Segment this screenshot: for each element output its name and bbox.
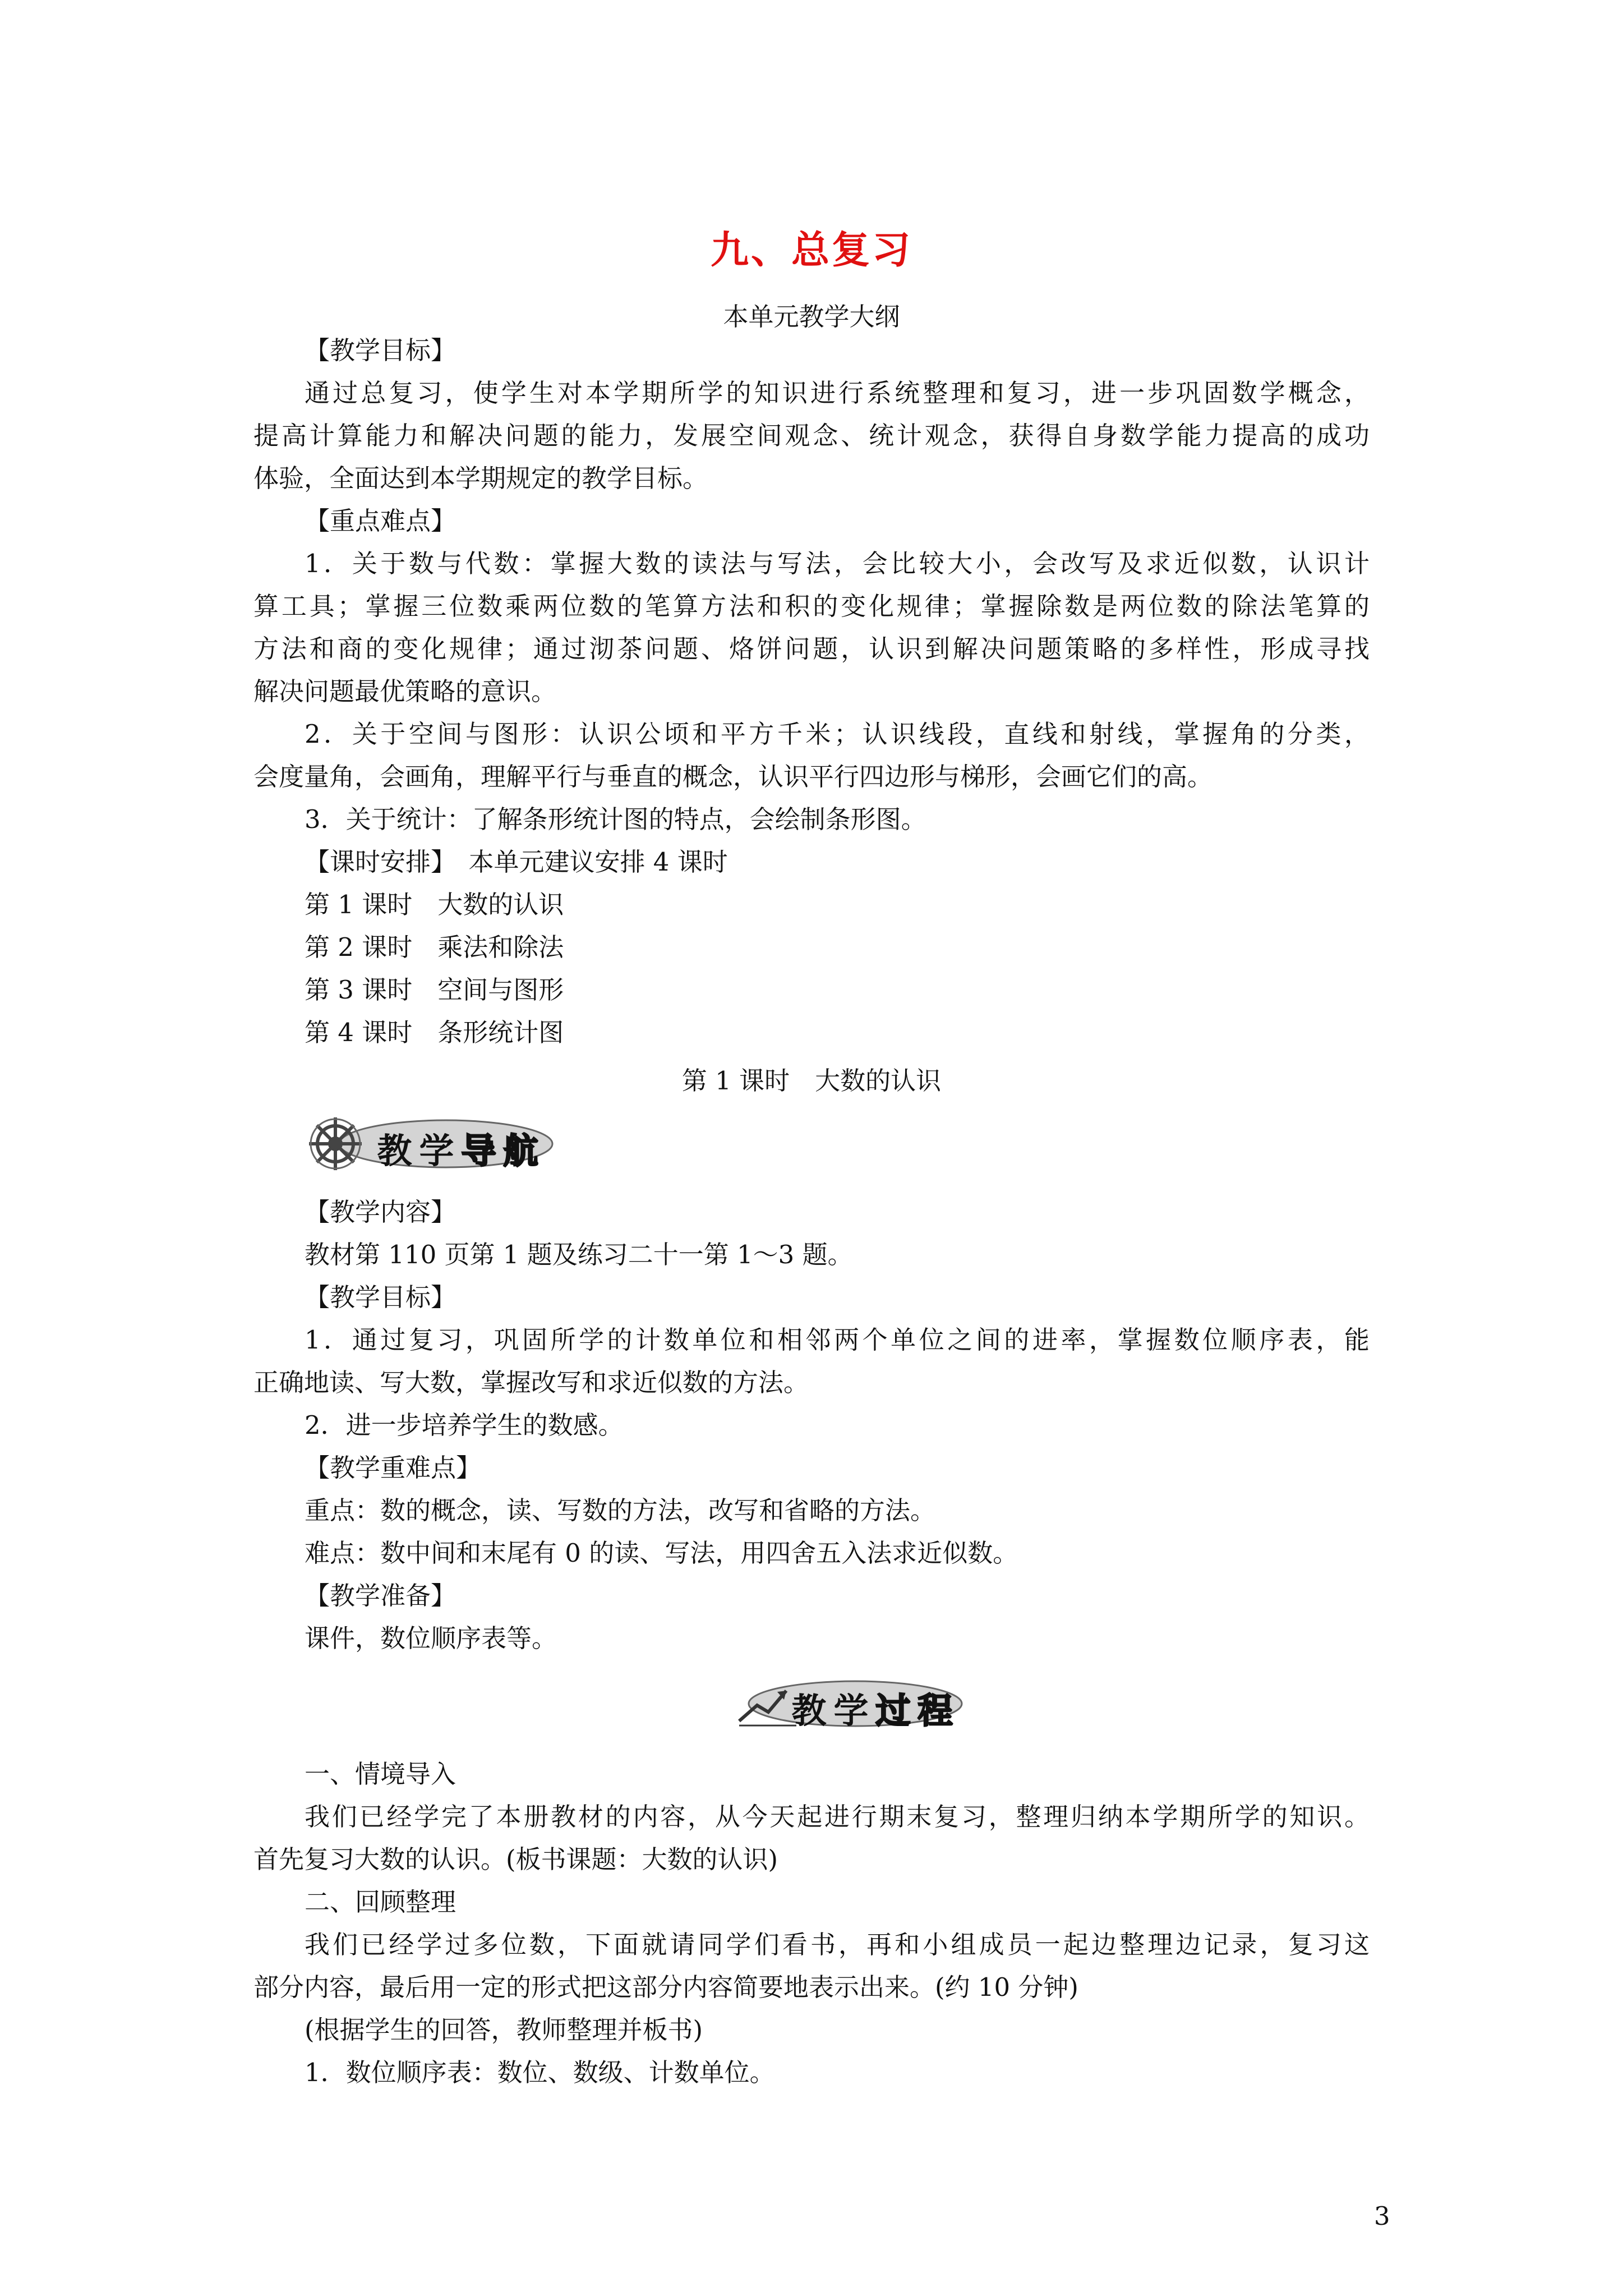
schedule-item: 第 4 课时 条形统计图	[305, 1018, 564, 1047]
banner-char: 航	[503, 1130, 538, 1171]
section-heading: 一、情境导入	[305, 1759, 457, 1789]
paragraph-line: 解决问题最优策略的意识。	[253, 677, 557, 706]
paragraph-line: 部分内容，最后用一定的形式把这部分内容简要地表示出来。(约 10 分钟)	[253, 1972, 1078, 2002]
section-heading: 【教学目标】	[305, 335, 457, 365]
paragraph-line: 正确地读、写大数，掌握改写和求近似数的方法。	[253, 1368, 809, 1397]
paragraph-line: 教材第 110 页第 1 题及练习二十一第 1～3 题。	[305, 1240, 853, 1269]
paragraph-line: 1．数位顺序表：数位、数级、计数单位。	[305, 2058, 775, 2087]
paragraph-line: 体验，全面达到本学期规定的教学目标。	[253, 463, 708, 493]
paragraph-line: 首先复习大数的认识。(板书课题：大数的认识)	[253, 1844, 778, 1874]
section-heading: 【教学准备】	[305, 1581, 457, 1611]
paragraph-line: 重点：数的概念，读、写数的方法，改写和省略的方法。	[305, 1496, 936, 1525]
banner-char: 教	[377, 1130, 412, 1171]
paragraph-line: 3．关于统计：了解条形统计图的特点，会绘制条形图。	[305, 804, 926, 834]
teaching-navigation-banner	[303, 1112, 555, 1174]
paragraph-line: 提高计算能力和解决问题的能力，发展空间观念、统计观念，获得自身数学能力提高的成功	[253, 421, 1370, 450]
paragraph-line: 算工具；掌握三位数乘两位数的笔算方法和积的变化规律；掌握除数是两位数的除法笔算的	[253, 591, 1370, 621]
page-number: 3	[1374, 2201, 1390, 2231]
banner-char: 学	[419, 1130, 454, 1171]
schedule-item: 第 3 课时 空间与图形	[305, 975, 564, 1005]
paragraph-line: 我们已经学过多位数，下面就请同学们看书，再和小组成员一起边整理边记录，复习这	[305, 1930, 1370, 1959]
paragraph-line: 难点：数中间和末尾有 0 的读、写法，用四舍五入法求近似数。	[305, 1538, 1018, 1568]
section-heading: 【教学重难点】	[305, 1453, 482, 1483]
schedule-item: 第 1 课时 大数的认识	[305, 890, 564, 919]
paragraph-line: 方法和商的变化规律；通过沏茶问题、烙饼问题，认识到解决问题策略的多样性，形成寻找	[253, 634, 1370, 664]
banner-char: 程	[917, 1690, 953, 1731]
paragraph-line: 课件，数位顺序表等。	[305, 1623, 557, 1653]
paragraph-line: 通过总复习，使学生对本学期所学的知识进行系统整理和复习，进一步巩固数学概念，	[305, 378, 1370, 408]
schedule-item: 第 2 课时 乘法和除法	[305, 932, 564, 962]
banner-char: 学	[833, 1690, 869, 1731]
page-title: 九、总复习	[710, 228, 912, 273]
banner-char: 教	[791, 1690, 827, 1731]
teaching-process-banner	[735, 1672, 965, 1733]
paragraph-line: 1．关于数与代数：掌握大数的读法与写法，会比较大小，会改写及求近似数，认识计	[305, 549, 1370, 578]
unit-heading: 本单元教学大纲	[723, 302, 900, 332]
section-heading: 二、回顾整理	[305, 1887, 457, 1917]
section-heading: 【课时安排】 本单元建议安排 4 课时	[305, 847, 728, 877]
paragraph-line: 1．通过复习，巩固所学的计数单位和相邻两个单位之间的进率，掌握数位顺序表，能	[305, 1325, 1370, 1355]
paragraph-line: (根据学生的回答，教师整理并板书)	[305, 2015, 703, 2045]
paragraph-line: 2．关于空间与图形：认识公顷和平方千米；认识线段，直线和射线，掌握角的分类，	[305, 719, 1370, 749]
paragraph-line: 我们已经学完了本册教材的内容，从今天起进行期末复习，整理归纳本学期所学的知识。	[305, 1802, 1370, 1832]
banner-char: 过	[875, 1690, 911, 1731]
paragraph-line: 会度量角，会画角，理解平行与垂直的概念，认识平行四边形与梯形，会画它们的高。	[253, 762, 1213, 792]
section-heading: 【重点难点】	[305, 506, 457, 536]
section-heading: 【教学目标】	[305, 1282, 457, 1312]
paragraph-line: 2．进一步培养学生的数感。	[305, 1410, 624, 1440]
banner-char: 导	[461, 1130, 496, 1171]
lesson-heading: 第 1 课时 大数的认识	[681, 1066, 942, 1096]
section-heading: 【教学内容】	[305, 1197, 457, 1227]
